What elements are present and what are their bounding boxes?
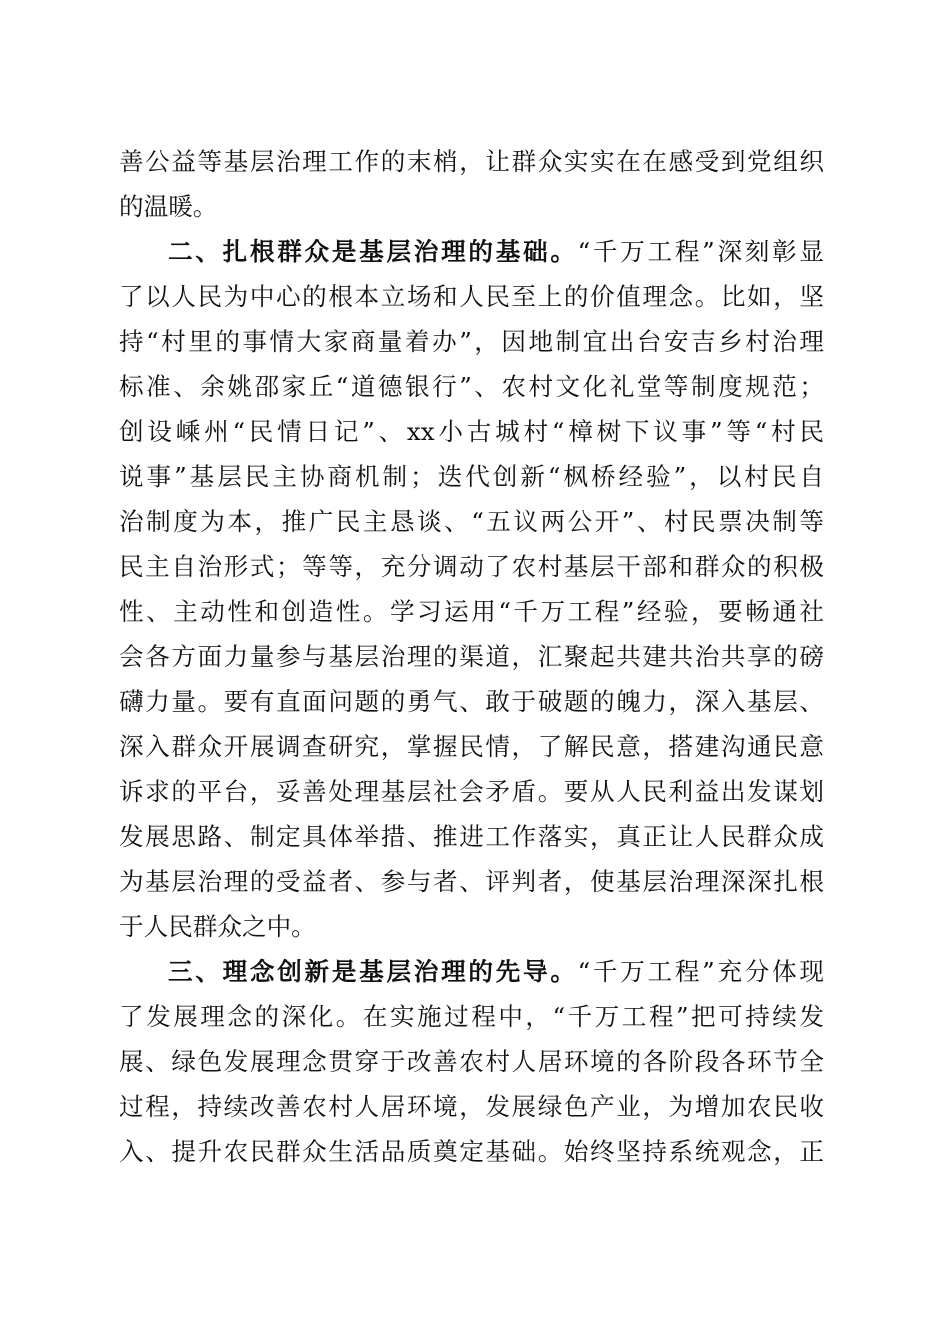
paragraph-2-line-5: 创设嵊州“民情日记”、xx小古城村“樟树下议事”等“村民 [119,417,824,446]
paragraph-2-line-8: 民主自治形式；等等，充分调动了农村基层干部和群众的积极 [119,552,824,581]
paragraph-2-line-13: 诉求的平台，妥善处理基层社会矛盾。要从人民利益出发谋划 [119,777,824,806]
paragraph-3-first-line-text: “千万工程”充分体现 [577,957,824,986]
paragraph-2-line-15: 为基层治理的受益者、参与者、评判者，使基层治理深深扎根 [119,867,824,896]
paragraph-2-line-10: 会各方面力量参与基层治理的渠道，汇聚起共建共治共享的磅 [119,642,824,671]
paragraph-3-line-1 [168,952,824,992]
paragraph-2-line-2: 了以人民为中心的根本立场和人民至上的价值理念。比如，坚 [119,282,824,311]
paragraph-2-line-4: 标准、余姚邵家丘“道德银行”、农村文化礼堂等制度规范； [119,372,824,401]
paragraph-2-heading: 二、扎根群众是基层治理的基础。 [168,237,578,266]
paragraph-1-line-1: 善公益等基层治理工作的末梢，让群众实实在在感受到党组织 [119,147,824,176]
paragraph-2-line-6: 说事”基层民主协商机制；迭代创新“枫桥经验”，以村民自 [119,462,824,491]
paragraph-2-line-9: 性、主动性和创造性。学习运用“千万工程”经验，要畅通社 [119,597,824,626]
paragraph-2-line-3: 持“村里的事情大家商量着办”，因地制宜出台安吉乡村治理 [119,327,824,356]
paragraph-3-line-4: 过程，持续改善农村人居环境，发展绿色产业，为增加农民收 [119,1092,824,1121]
paragraph-2-line-16: 于人民群众之中。 [119,912,316,941]
paragraph-2-line-12: 深入群众开展调查研究，掌握民情，了解民意，搭建沟通民意 [119,732,824,761]
paragraph-3-line-5: 入、提升农民群众生活品质奠定基础。始终坚持系统观念，正 [119,1137,824,1166]
paragraph-2-line-7: 治制度为本，推广民主恳谈、“五议两公开”、村民票决制等 [119,507,824,536]
paragraph-3-heading: 三、理念创新是基层治理的先导。 [168,957,578,986]
paragraph-2-first-line-text: “千万工程”深刻彰显 [577,237,824,266]
paragraph-2-line-11: 礴力量。要有直面问题的勇气、敢于破题的魄力，深入基层、 [119,687,824,716]
paragraph-3-line-2: 了发展理念的深化。在实施过程中，“千万工程”把可持续发 [119,1002,824,1031]
paragraph-1-line-2: 的温暖。 [119,192,218,221]
paragraph-3-line-3: 展、绿色发展理念贯穿于改善农村人居环境的各阶段各环节全 [119,1047,824,1076]
paragraph-2-line-1 [168,232,824,272]
paragraph-2-line-14: 发展思路、制定具体举措、推进工作落实，真正让人民群众成 [119,822,824,851]
